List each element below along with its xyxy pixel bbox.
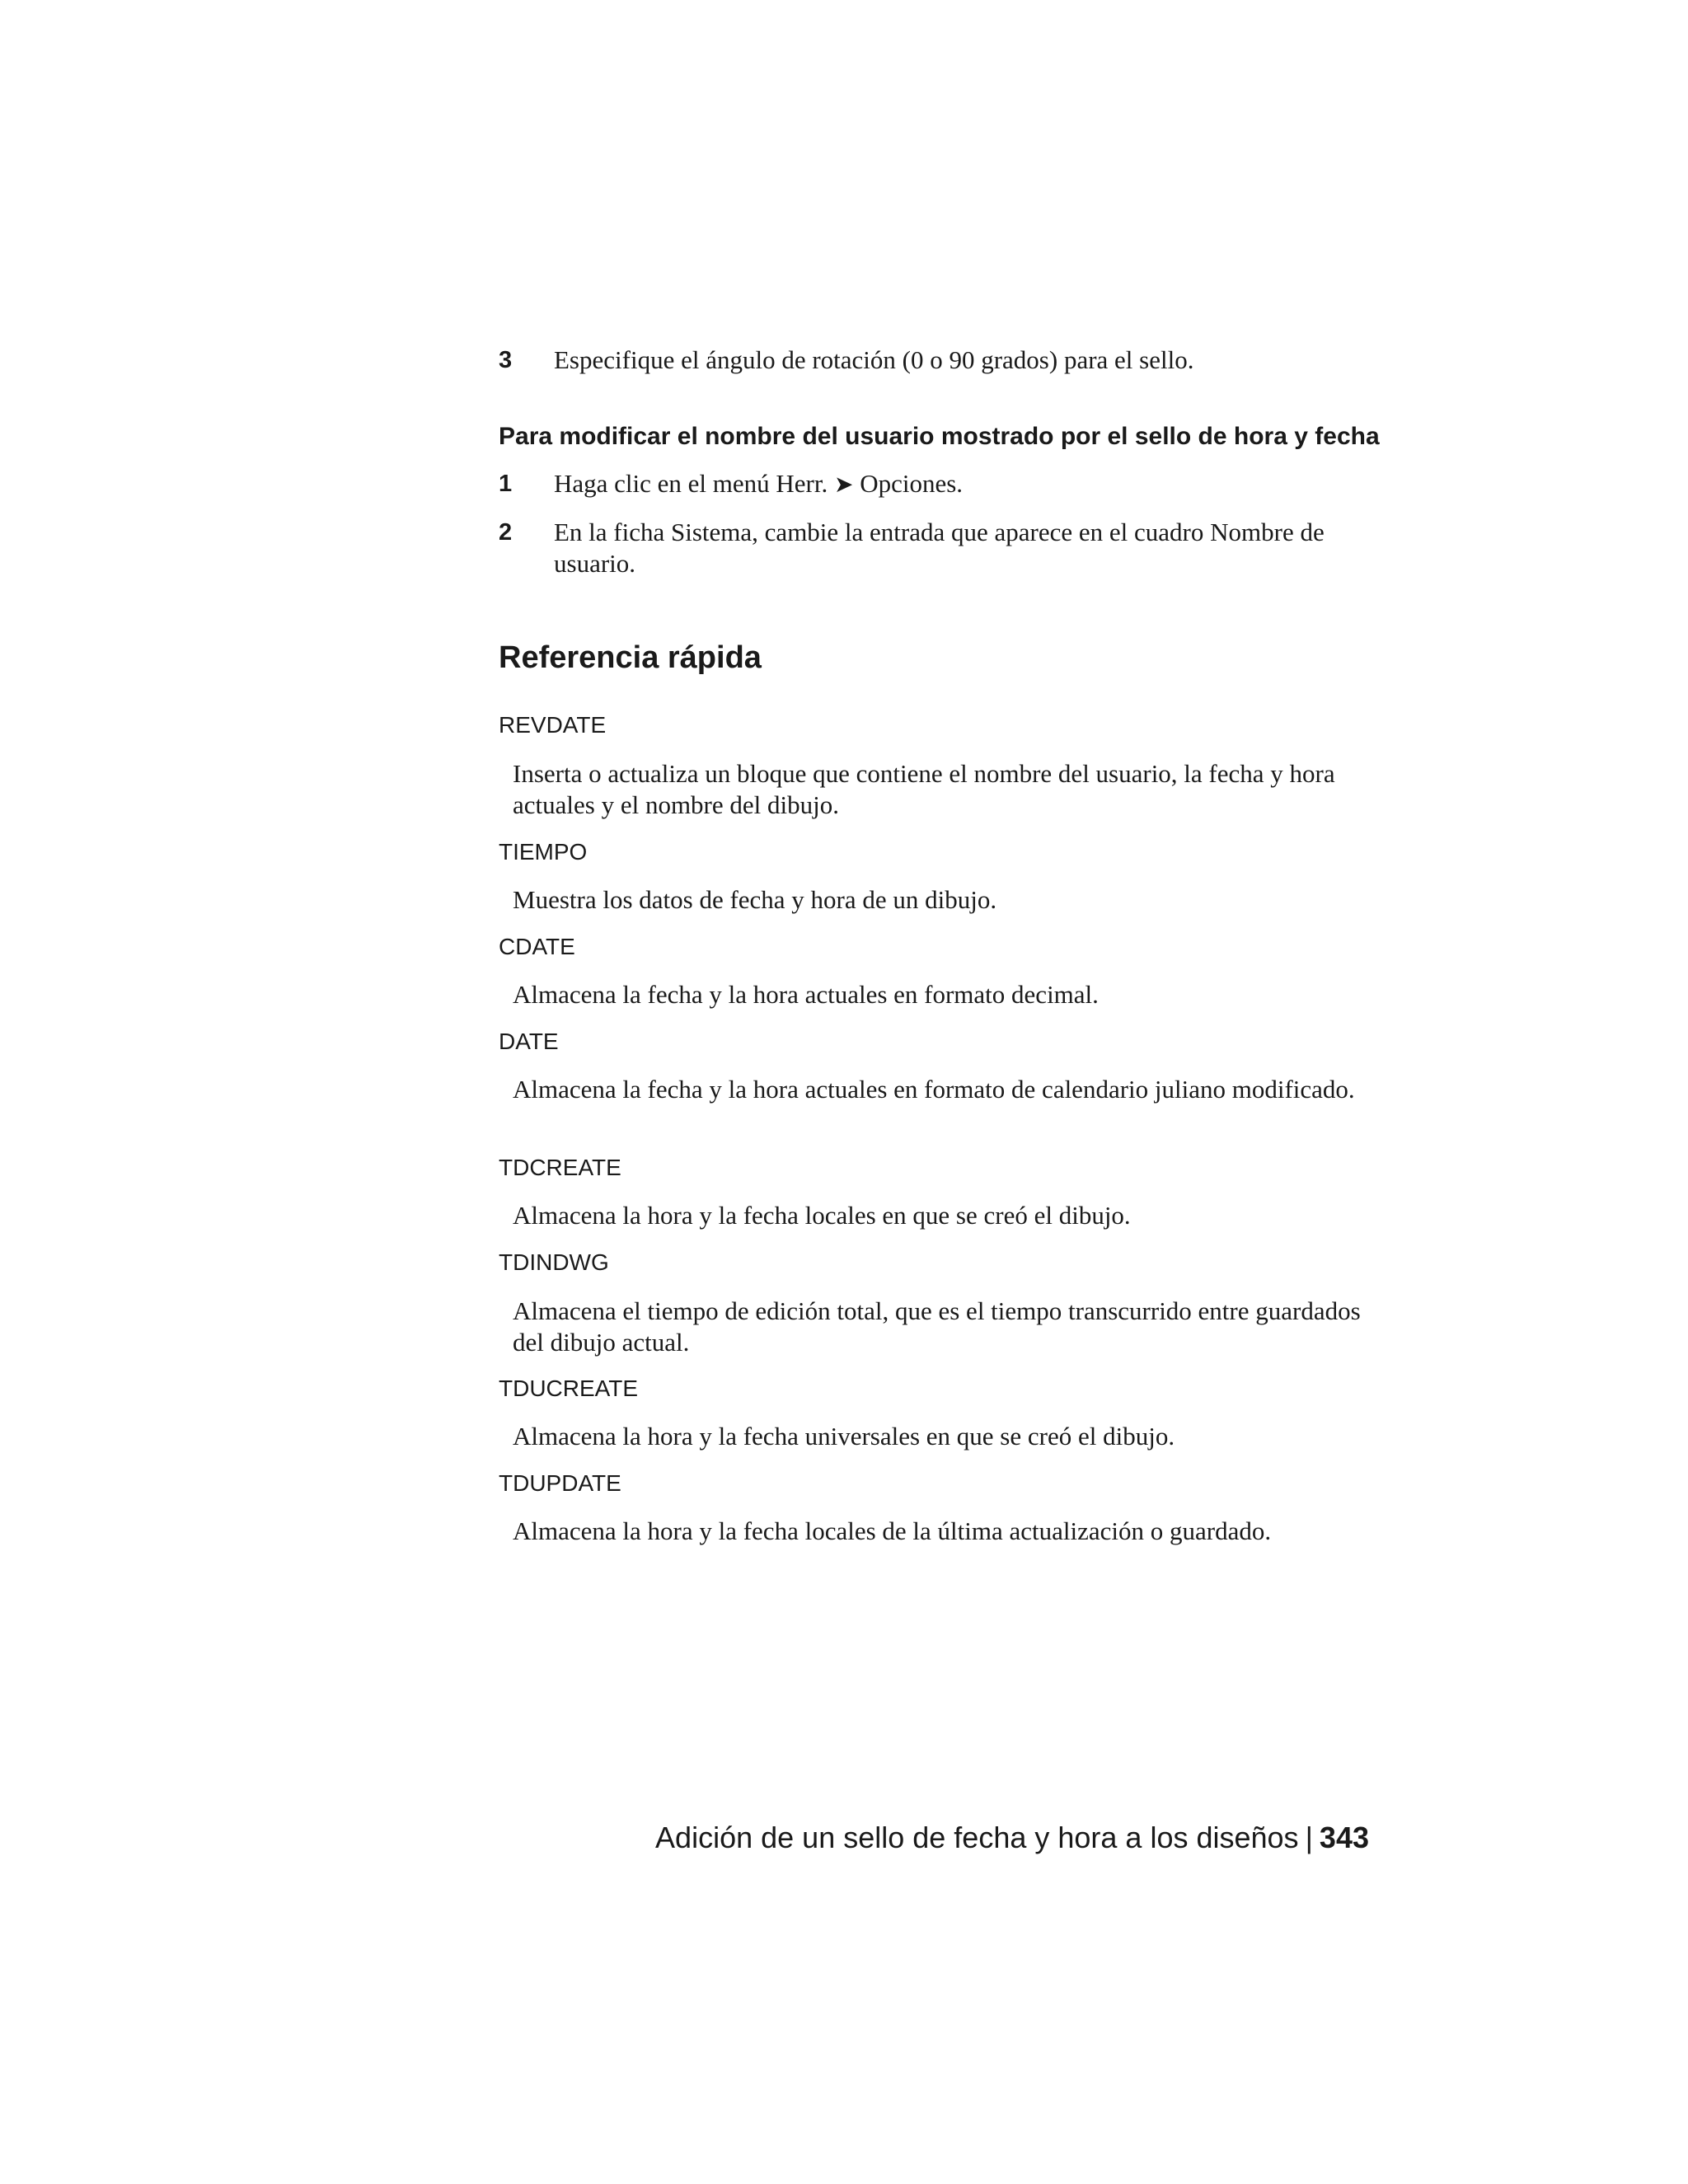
step-number: 3 (499, 347, 513, 373)
reference-term: TDINDWG (499, 1249, 609, 1275)
reference-term: DATE (499, 1029, 559, 1054)
reference-term: TDCREATE (499, 1155, 621, 1180)
menu-arrow-icon: ➤ (834, 472, 854, 498)
step-text: En la ficha Sistema, cambie la entrada que aparece en el cuadro Nombre de usuario. (554, 518, 1325, 578)
procedure-step (499, 517, 1381, 579)
reference-description: Almacena la fecha y la hora actuales en formato decimal. (513, 980, 1099, 1009)
reference-description: Almacena la fecha y la hora actuales en formato de calendario juliano modificado. (513, 1075, 1355, 1104)
procedure-step (499, 468, 1381, 501)
step-item (499, 344, 1381, 376)
page-number: 343 (1319, 1821, 1369, 1854)
footer-chapter-title: Adición de un sello de fecha y hora a los diseños (655, 1821, 1299, 1854)
footer-separator: | (1305, 1821, 1313, 1854)
reference-term: CDATE (499, 934, 575, 959)
reference-term: REVDATE (499, 712, 607, 738)
reference-description: Muestra los datos de fecha y hora de un dibujo. (513, 885, 997, 914)
reference-term: TDUCREATE (499, 1376, 639, 1401)
reference-term: TIEMPO (499, 839, 588, 865)
section-title: Referencia rápida (499, 640, 762, 675)
step-text (554, 468, 1381, 501)
reference-description: Almacena la hora y la fecha universales en que se creó el dibujo. (513, 1422, 1175, 1451)
step-number: 2 (499, 519, 513, 546)
reference-description: Inserta o actualiza un bloque que contiene el nombre del usuario, la fecha y hora actuales y el nombre del dibujo. (513, 759, 1335, 819)
reference-description: Almacena la hora y la fecha locales en que se creó el dibujo. (513, 1201, 1131, 1230)
reference-description: Almacena el tiempo de edición total, que es el tiempo transcurrido entre guardados del dibujo actual. (513, 1296, 1361, 1357)
step-text-after: Opciones. (860, 469, 964, 498)
procedure-heading: Para modificar el nombre del usuario mostrado por el sello de hora y fecha (499, 423, 1380, 450)
step-text-before: Haga clic en el menú Herr. (554, 469, 828, 498)
page-footer (655, 1820, 1369, 1856)
step-text: Especifique el ángulo de rotación (0 o 90 grados) para el sello. (554, 345, 1194, 374)
reference-description: Almacena la hora y la fecha locales de la última actualización o guardado. (513, 1516, 1272, 1545)
reference-term: TDUPDATE (499, 1470, 621, 1496)
step-number: 1 (499, 471, 513, 497)
